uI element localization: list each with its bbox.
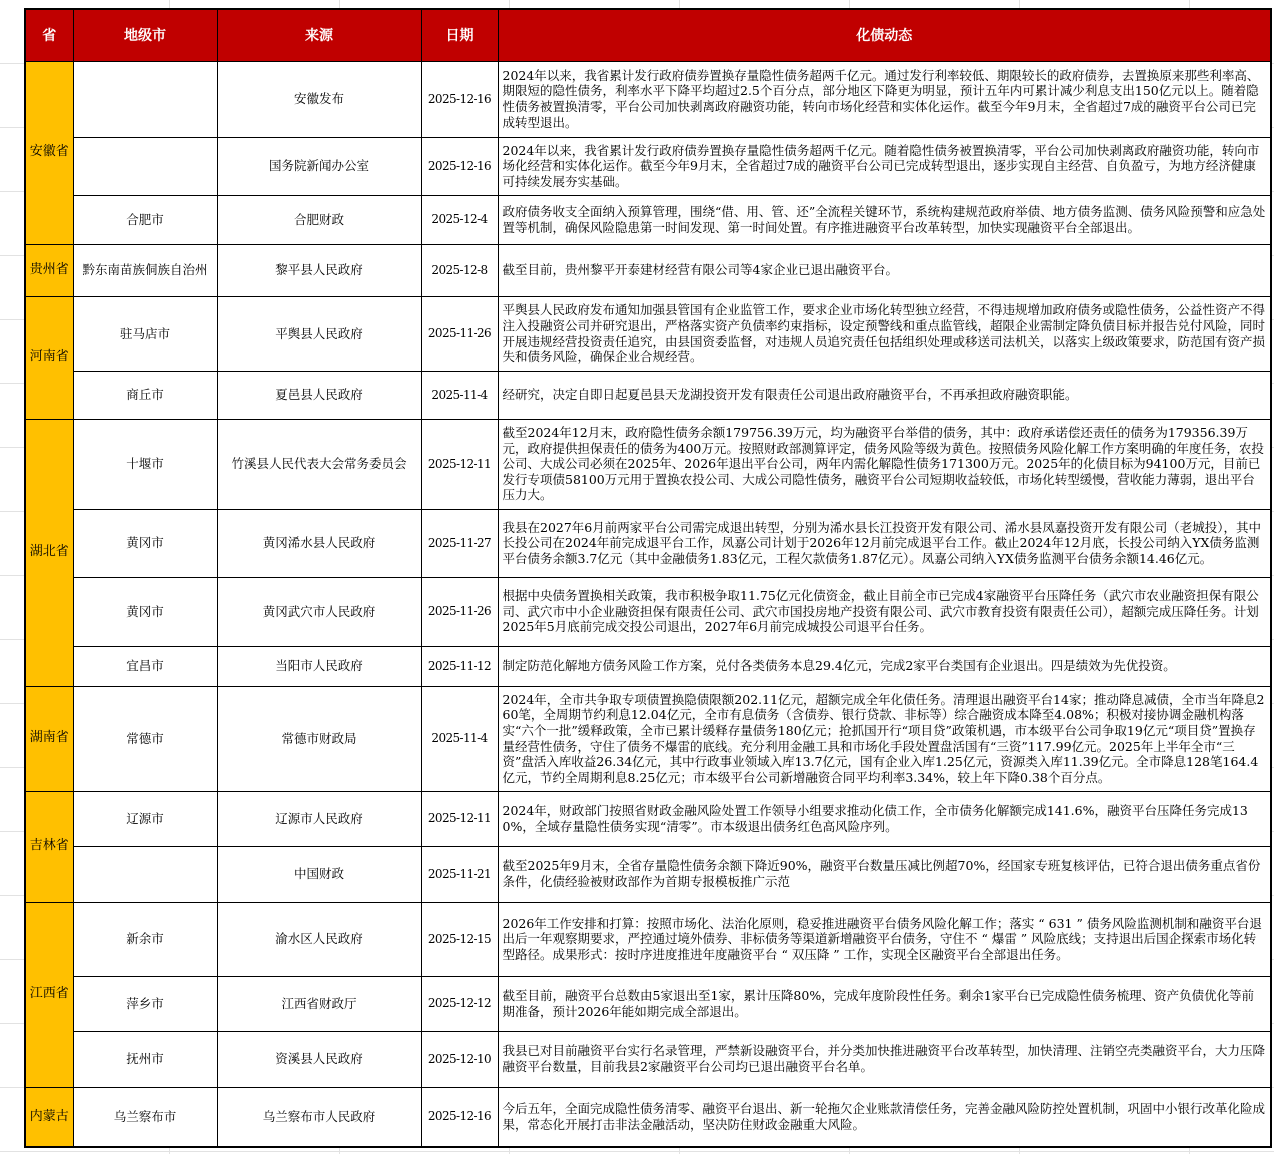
date-cell: 2025-12-11	[421, 419, 498, 509]
debt-resolution-table	[24, 8, 1272, 1148]
date-cell: 2025-11-4	[421, 686, 498, 791]
source-cell: 当阳市人民政府	[217, 646, 421, 686]
province-cell: 安徽省	[25, 61, 73, 244]
content-cell: 政府债务收支全面纳入预算管理，围绕“借、用、管、还”全流程关键环节，系统构建规范政府举债、地方债务监测、债务风险预警和应急处置等机制，确保风险隐患第一时间发现、第一时间处置。有序推进融资平台改革转型，加快实现融资平台全部退出。	[498, 195, 1271, 244]
content-cell: 根据中央债务置换相关政策，我市积极争取11.75亿元化债资金，截止目前全市已完成4家融资平台压降任务（武穴市农业融资担保有限公司、武穴市中小企业融资担保有限责任公司、武穴市国投房地产投资有限公司、武穴市教育投资有限责任公司），超额完成压降任务。计划2025年5月底前完成交投公司退出，2027年6月前完成城投公司退平台任务。	[498, 577, 1271, 646]
source-cell: 常德市财政局	[217, 686, 421, 791]
column-header-source: 来源	[217, 9, 421, 61]
source-cell: 竹溪县人民代表大会常务委员会	[217, 419, 421, 509]
content-cell: 截至目前，贵州黎平开泰建材经营有限公司等4家企业已退出融资平台。	[498, 244, 1271, 296]
city-cell: 宜昌市	[73, 646, 217, 686]
province-cell: 江西省	[25, 902, 73, 1087]
date-cell: 2025-11-21	[421, 846, 498, 902]
source-cell: 渝水区人民政府	[217, 902, 421, 976]
source-cell: 江西省财政厅	[217, 976, 421, 1031]
date-cell: 2025-12-11	[421, 791, 498, 846]
source-cell: 夏邑县人民政府	[217, 371, 421, 419]
spreadsheet-area	[24, 8, 1272, 1148]
province-cell: 吉林省	[25, 791, 73, 902]
city-cell	[73, 61, 217, 137]
source-cell: 辽源市人民政府	[217, 791, 421, 846]
province-cell: 贵州省	[25, 244, 73, 296]
city-cell: 驻马店市	[73, 296, 217, 371]
city-cell: 合肥市	[73, 195, 217, 244]
column-header-city: 地级市	[73, 9, 217, 61]
province-cell: 湖南省	[25, 686, 73, 791]
city-cell: 黄冈市	[73, 577, 217, 646]
content-cell: 今后五年，全面完成隐性债务清零、融资平台退出、新一轮拖欠企业账款清偿任务，完善金融风险防控处置机制，巩固中小银行改革化险成果，常态化开展打击非法金融活动，坚决防住财政金融重大风险。	[498, 1087, 1271, 1147]
content-cell: 我县在2027年6月前两家平台公司需完成退出转型，分别为浠水县长江投资开发有限公司、浠水县凤嘉投资开发有限公司（老城投），其中长投公司在2024年前完成退平台工作，凤嘉公司计划于2026年12月前完成退平台工作。截止2024年12月底，长投公司纳入YX债务监测平台债务余额3.7亿元（其中金融债务1.83亿元，工程欠款债务1.87亿元）。凤嘉公司纳入YX债务监测平台债务余额14.46亿元。	[498, 509, 1271, 577]
source-cell: 黎平县人民政府	[217, 244, 421, 296]
city-cell	[73, 137, 217, 195]
city-cell: 辽源市	[73, 791, 217, 846]
province-cell: 湖北省	[25, 419, 73, 686]
content-cell: 我县已对目前融资平台实行名录管理，严禁新设融资平台，并分类加快推进融资平台改革转型，加快清理、注销空壳类融资平台，大力压降融资平台数量，目前我县2家融资平台公司均已退出融资平台名单。	[498, 1031, 1271, 1087]
table-row	[25, 244, 1271, 296]
table-row	[25, 577, 1271, 646]
content-cell: 经研究，决定自即日起夏邑县天龙湖投资开发有限责任公司退出政府融资平台，不再承担政府融资职能。	[498, 371, 1271, 419]
table-row	[25, 686, 1271, 791]
content-cell: 制定防范化解地方债务风险工作方案，兑付各类债务本息29.4亿元，完成2家平台类国有企业退出。四是绩效为先优投资。	[498, 646, 1271, 686]
table-row	[25, 1031, 1271, 1087]
source-cell: 黄冈武穴市人民政府	[217, 577, 421, 646]
city-cell: 黄冈市	[73, 509, 217, 577]
content-cell: 截至2025年9月末，全省存量隐性债务余额下降近90%，融资平台数量压减比例超70%，经国家专班复核评估，已符合退出债务重点省份条件，化债经验被财政部作为首期专报模板推广示范	[498, 846, 1271, 902]
header-row	[25, 9, 1271, 61]
table-row	[25, 296, 1271, 371]
date-cell: 2025-11-12	[421, 646, 498, 686]
table-row	[25, 61, 1271, 137]
table-row	[25, 646, 1271, 686]
city-cell: 萍乡市	[73, 976, 217, 1031]
table-row	[25, 902, 1271, 976]
content-cell: 截至2024年12月末，政府隐性债务余额179756.39万元，均为融资平台举借的债务，其中：政府承诺偿还责任的债务为179356.39万元，政府提供担保责任的债务为400万元。按照财政部测算评定，债务风险等级为黄色。按照债务风险化解工作方案明确的年度任务，农投公司、大成公司必须在2025年、2026年退出平台公司，两年内需化解隐性债务171300万元。2025年的化债目标为94100万元，目前已发行专项债58100万元用于置换农投公司、大成公司隐性债务，融资平台公司短期收益较低，市场化转型缓慢，营收能力薄弱，退出平台压力大。	[498, 419, 1271, 509]
source-cell: 合肥财政	[217, 195, 421, 244]
content-cell: 平舆县人民政府发布通知加强县管国有企业监管工作，要求企业市场化转型独立经营，不得违规增加政府债务或隐性债务，公益性资产不得注入投融资公司并研究退出，严格落实资产负债率约束指标，设定预警线和重点监管线，超限企业需制定降负债目标并报告兑付风险，同时开展违规经营投资责任追究，由县国资委监督，对违规人员追究责任包括组织处理或移送司法机关，以落实上级政策要求，防范国有资产损失和债务风险，确保企业合规经营。	[498, 296, 1271, 371]
city-cell: 十堰市	[73, 419, 217, 509]
province-cell: 内蒙古	[25, 1087, 73, 1147]
date-cell: 2025-12-8	[421, 244, 498, 296]
date-cell: 2025-12-12	[421, 976, 498, 1031]
content-cell: 截至目前，融资平台总数由5家退出至1家，累计压降80%，完成年度阶段性任务。剩余1家平台已完成隐性债务梳理、资产负债优化等前期准备，预计2026年能如期完成全部退出。	[498, 976, 1271, 1031]
date-cell: 2025-12-4	[421, 195, 498, 244]
source-cell: 中国财政	[217, 846, 421, 902]
date-cell: 2025-12-16	[421, 1087, 498, 1147]
table-row	[25, 419, 1271, 509]
date-cell: 2025-11-4	[421, 371, 498, 419]
city-cell: 黔东南苗族侗族自治州	[73, 244, 217, 296]
content-cell: 2026年工作安排和打算：按照市场化、法治化原则，稳妥推进融资平台债务风险化解工作；落实 “ 631 ” 债务风险监测机制和融资平台退出后一年观察期要求，严控通过境外债券、非标债务等渠道新增融资平台债务，守住不 “ 爆雷 ” 风险底线；支持退出后国企探索市场化转型路径。成果形式：按时序进度推进年度融资平台 “ 双压降 ” 工作，实现全区融资平台全部退出任务。	[498, 902, 1271, 976]
column-header-dynamics: 化债动态	[498, 9, 1271, 61]
table-row	[25, 195, 1271, 244]
date-cell: 2025-12-16	[421, 137, 498, 195]
city-cell: 新余市	[73, 902, 217, 976]
content-cell: 2024年，财政部门按照省财政金融风险处置工作领导小组要求推动化债工作，全市债务化解额完成141.6%，融资平台压降任务完成130%，全域存量隐性债务实现“清零”。市本级退出债务红色高风险序列。	[498, 791, 1271, 846]
table-row	[25, 976, 1271, 1031]
city-cell: 商丘市	[73, 371, 217, 419]
table-row	[25, 846, 1271, 902]
source-cell: 国务院新闻办公室	[217, 137, 421, 195]
table-row	[25, 137, 1271, 195]
date-cell: 2025-12-16	[421, 61, 498, 137]
content-cell: 2024年以来，我省累计发行政府债券置换存量隐性债务超两千亿元。随着隐性债务被置换清零，平台公司加快剥离政府融资功能，转向市场化经营和实体化运作。截至今年9月末，全省超过7成的融资平台公司已完成转型退出，逐步实现自主经营、自负盈亏，为地方经济健康可持续发展夯实基础。	[498, 137, 1271, 195]
city-cell: 抚州市	[73, 1031, 217, 1087]
source-cell: 黄冈浠水县人民政府	[217, 509, 421, 577]
city-cell: 常德市	[73, 686, 217, 791]
table-row	[25, 509, 1271, 577]
source-cell: 资溪县人民政府	[217, 1031, 421, 1087]
content-cell: 2024年以来，我省累计发行政府债券置换存量隐性债务超两千亿元。通过发行利率较低、期限较长的政府债券，去置换原来那些利率高、期限短的隐性债务，利率水平下降平均超过2.5个百分点，部分地区下降更为明显，预计五年内可累计减少利息支出150亿元以上。随着隐性债务被置换清零，平台公司加快剥离政府融资功能，转向市场化经营和实体化运作。截至今年9月末，全省超过7成的融资平台公司已完成转型退出。	[498, 61, 1271, 137]
source-cell: 乌兰察布市人民政府	[217, 1087, 421, 1147]
column-header-province: 省	[25, 9, 73, 61]
table-row	[25, 371, 1271, 419]
date-cell: 2025-11-27	[421, 509, 498, 577]
table-header	[25, 9, 1271, 61]
table-row	[25, 1087, 1271, 1147]
table-row	[25, 791, 1271, 846]
date-cell: 2025-12-15	[421, 902, 498, 976]
date-cell: 2025-11-26	[421, 296, 498, 371]
source-cell: 平舆县人民政府	[217, 296, 421, 371]
date-cell: 2025-11-26	[421, 577, 498, 646]
column-header-date: 日期	[421, 9, 498, 61]
source-cell: 安徽发布	[217, 61, 421, 137]
city-cell: 乌兰察布市	[73, 1087, 217, 1147]
table-body	[25, 61, 1271, 1147]
content-cell: 2024年，全市共争取专项债置换隐债限额202.11亿元，超额完成全年化债任务。清理退出融资平台14家；推动降息减债，全市当年降息260笔，全周期节约利息12.04亿元，全市有息债务（含债券、银行贷款、非标等）综合融资成本降至4.08%；积极对接协调金融机构落实“六个一批”缓释政策，全市已累计缓释存量债务180亿元；抢抓国开行“项目贷”政策机遇，市本级平台公司争取19亿元“项目贷”置换存量经营性债务，守住了债务不爆雷的底线。充分利用金融工具和市场化手段处置盘活国有“三资”117.99亿元。2025年上半年全市“三资”盘活入库收益26.34亿元，其中行政事业领域入库13.7亿元，国有企业入库1.25亿元，资源类入库11.39亿元。全市降息128笔164.4亿元，节约全周期利息8.25亿元；市本级平台公司新增融资合同平均利率3.34%，较上年下降0.38个百分点。	[498, 686, 1271, 791]
province-cell: 河南省	[25, 296, 73, 419]
city-cell	[73, 846, 217, 902]
date-cell: 2025-12-10	[421, 1031, 498, 1087]
